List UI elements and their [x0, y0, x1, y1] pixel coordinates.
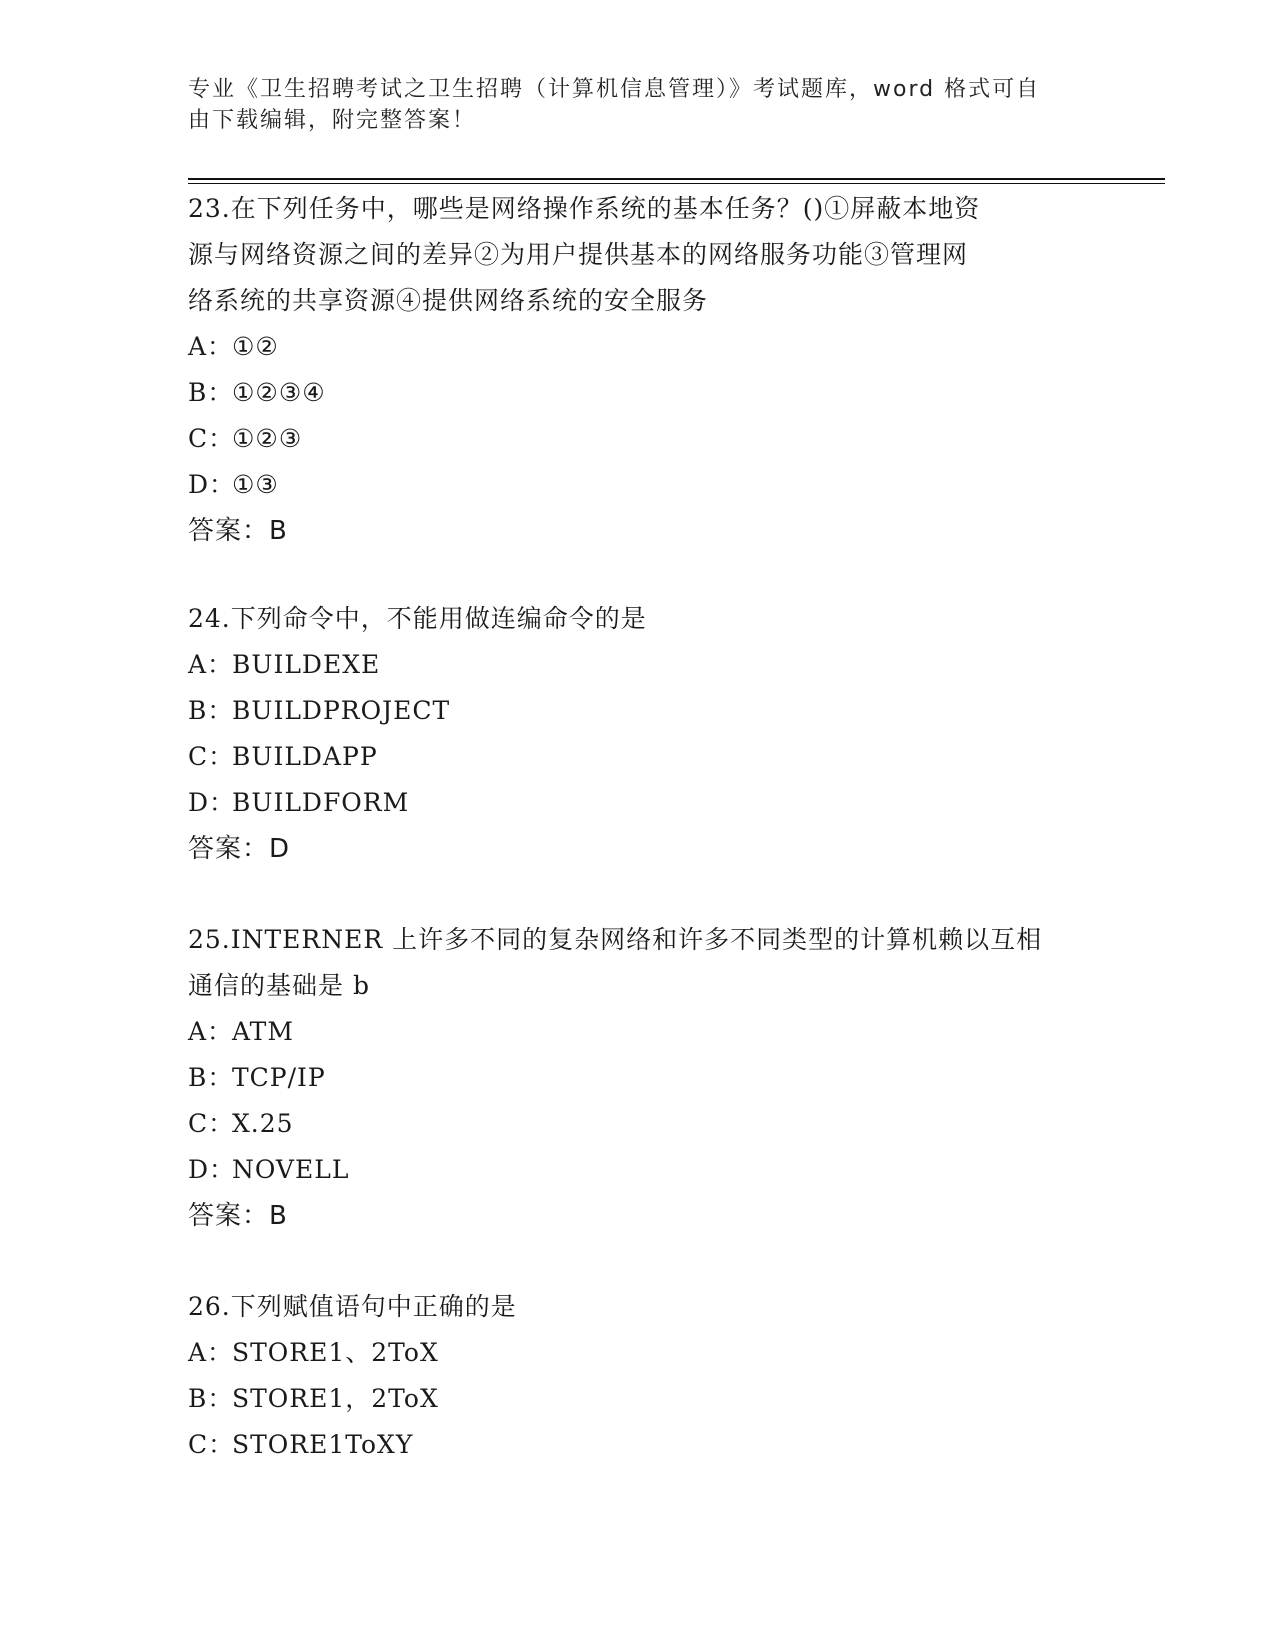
option-a: [188, 1009, 1088, 1055]
question-stem: [188, 186, 1088, 324]
answer-line: 答案：B: [188, 1201, 288, 1231]
option-d: [188, 462, 1088, 508]
question-23: [188, 186, 1088, 554]
option-b: [188, 370, 1088, 416]
option-text: ①②③: [232, 424, 303, 453]
question-stem: [188, 1284, 1088, 1330]
option-key: B：: [188, 696, 234, 725]
option-a: [188, 642, 1088, 688]
option-a: [188, 324, 1088, 370]
option-key: D：: [188, 788, 236, 817]
header-divider-thick: [188, 178, 1165, 180]
option-text: BUILDFORM: [232, 788, 410, 817]
option-text: STORE1、2ToX: [232, 1338, 439, 1367]
option-key: B：: [188, 1063, 234, 1092]
option-key: C：: [188, 1109, 235, 1138]
question-stem-line: 源与网络资源之间的差异②为用户提供基本的网络服务功能③管理网: [188, 240, 969, 269]
option-key: A：: [188, 650, 234, 679]
option-text: STORE1ToXY: [232, 1430, 414, 1459]
option-key: B：: [188, 1384, 234, 1413]
option-text: ①③: [232, 470, 279, 499]
option-key: A：: [188, 1338, 234, 1367]
header-line-2: 由下载编辑，附完整答案！: [188, 108, 477, 133]
option-key: C：: [188, 424, 235, 453]
question-stem-line: 通信的基础是 b: [188, 971, 370, 1000]
option-text: ①②③④: [232, 378, 326, 407]
question-25: [188, 917, 1088, 1239]
option-text: X.25: [232, 1109, 294, 1138]
question-stem-line: 络系统的共享资源④提供网络系统的安全服务: [188, 286, 709, 315]
option-text: TCP/IP: [232, 1063, 326, 1092]
option-c: [188, 734, 1088, 780]
option-c: [188, 1101, 1088, 1147]
question-24: [188, 596, 1088, 872]
option-text: BUILDAPP: [232, 742, 378, 771]
answer-line: 答案：B: [188, 516, 288, 546]
question-stem: [188, 596, 1088, 642]
option-key: A：: [188, 332, 234, 361]
header-divider-thin: [188, 183, 1165, 184]
question-stem-line: 26.下列赋值语句中正确的是: [188, 1292, 517, 1321]
question-stem: [188, 917, 1088, 1009]
option-key: D：: [188, 1155, 236, 1184]
answer-line: 答案：D: [188, 834, 291, 864]
option-b: [188, 1055, 1088, 1101]
option-key: D：: [188, 470, 236, 499]
option-text: BUILDPROJECT: [232, 696, 451, 725]
option-key: B：: [188, 378, 234, 407]
option-d: [188, 1147, 1088, 1193]
question-stem-line: 24.下列命令中，不能用做连编命令的是: [188, 604, 647, 633]
option-key: A：: [188, 1017, 234, 1046]
question-26: [188, 1284, 1088, 1468]
option-c: [188, 1422, 1088, 1468]
option-text: ①②: [232, 332, 279, 361]
option-b: [188, 1376, 1088, 1422]
option-key: C：: [188, 742, 235, 771]
question-stem-line: 25.INTERNER 上许多不同的复杂网络和许多不同类型的计算机赖以互相: [188, 925, 1043, 954]
option-text: STORE1，2ToX: [232, 1384, 439, 1413]
option-d: [188, 780, 1088, 826]
option-b: [188, 688, 1088, 734]
question-stem-line: 23.在下列任务中，哪些是网络操作系统的基本任务？()①屏蔽本地资: [188, 194, 981, 223]
option-text: BUILDEXE: [232, 650, 381, 679]
option-a: [188, 1330, 1088, 1376]
option-text: NOVELL: [232, 1155, 350, 1184]
document-header: [188, 74, 1088, 136]
option-text: ATM: [232, 1017, 294, 1046]
option-key: C：: [188, 1430, 235, 1459]
header-line-1: 专业《卫生招聘考试之卫生招聘（计算机信息管理）》考试题库，word 格式可自: [188, 77, 1041, 102]
option-c: [188, 416, 1088, 462]
